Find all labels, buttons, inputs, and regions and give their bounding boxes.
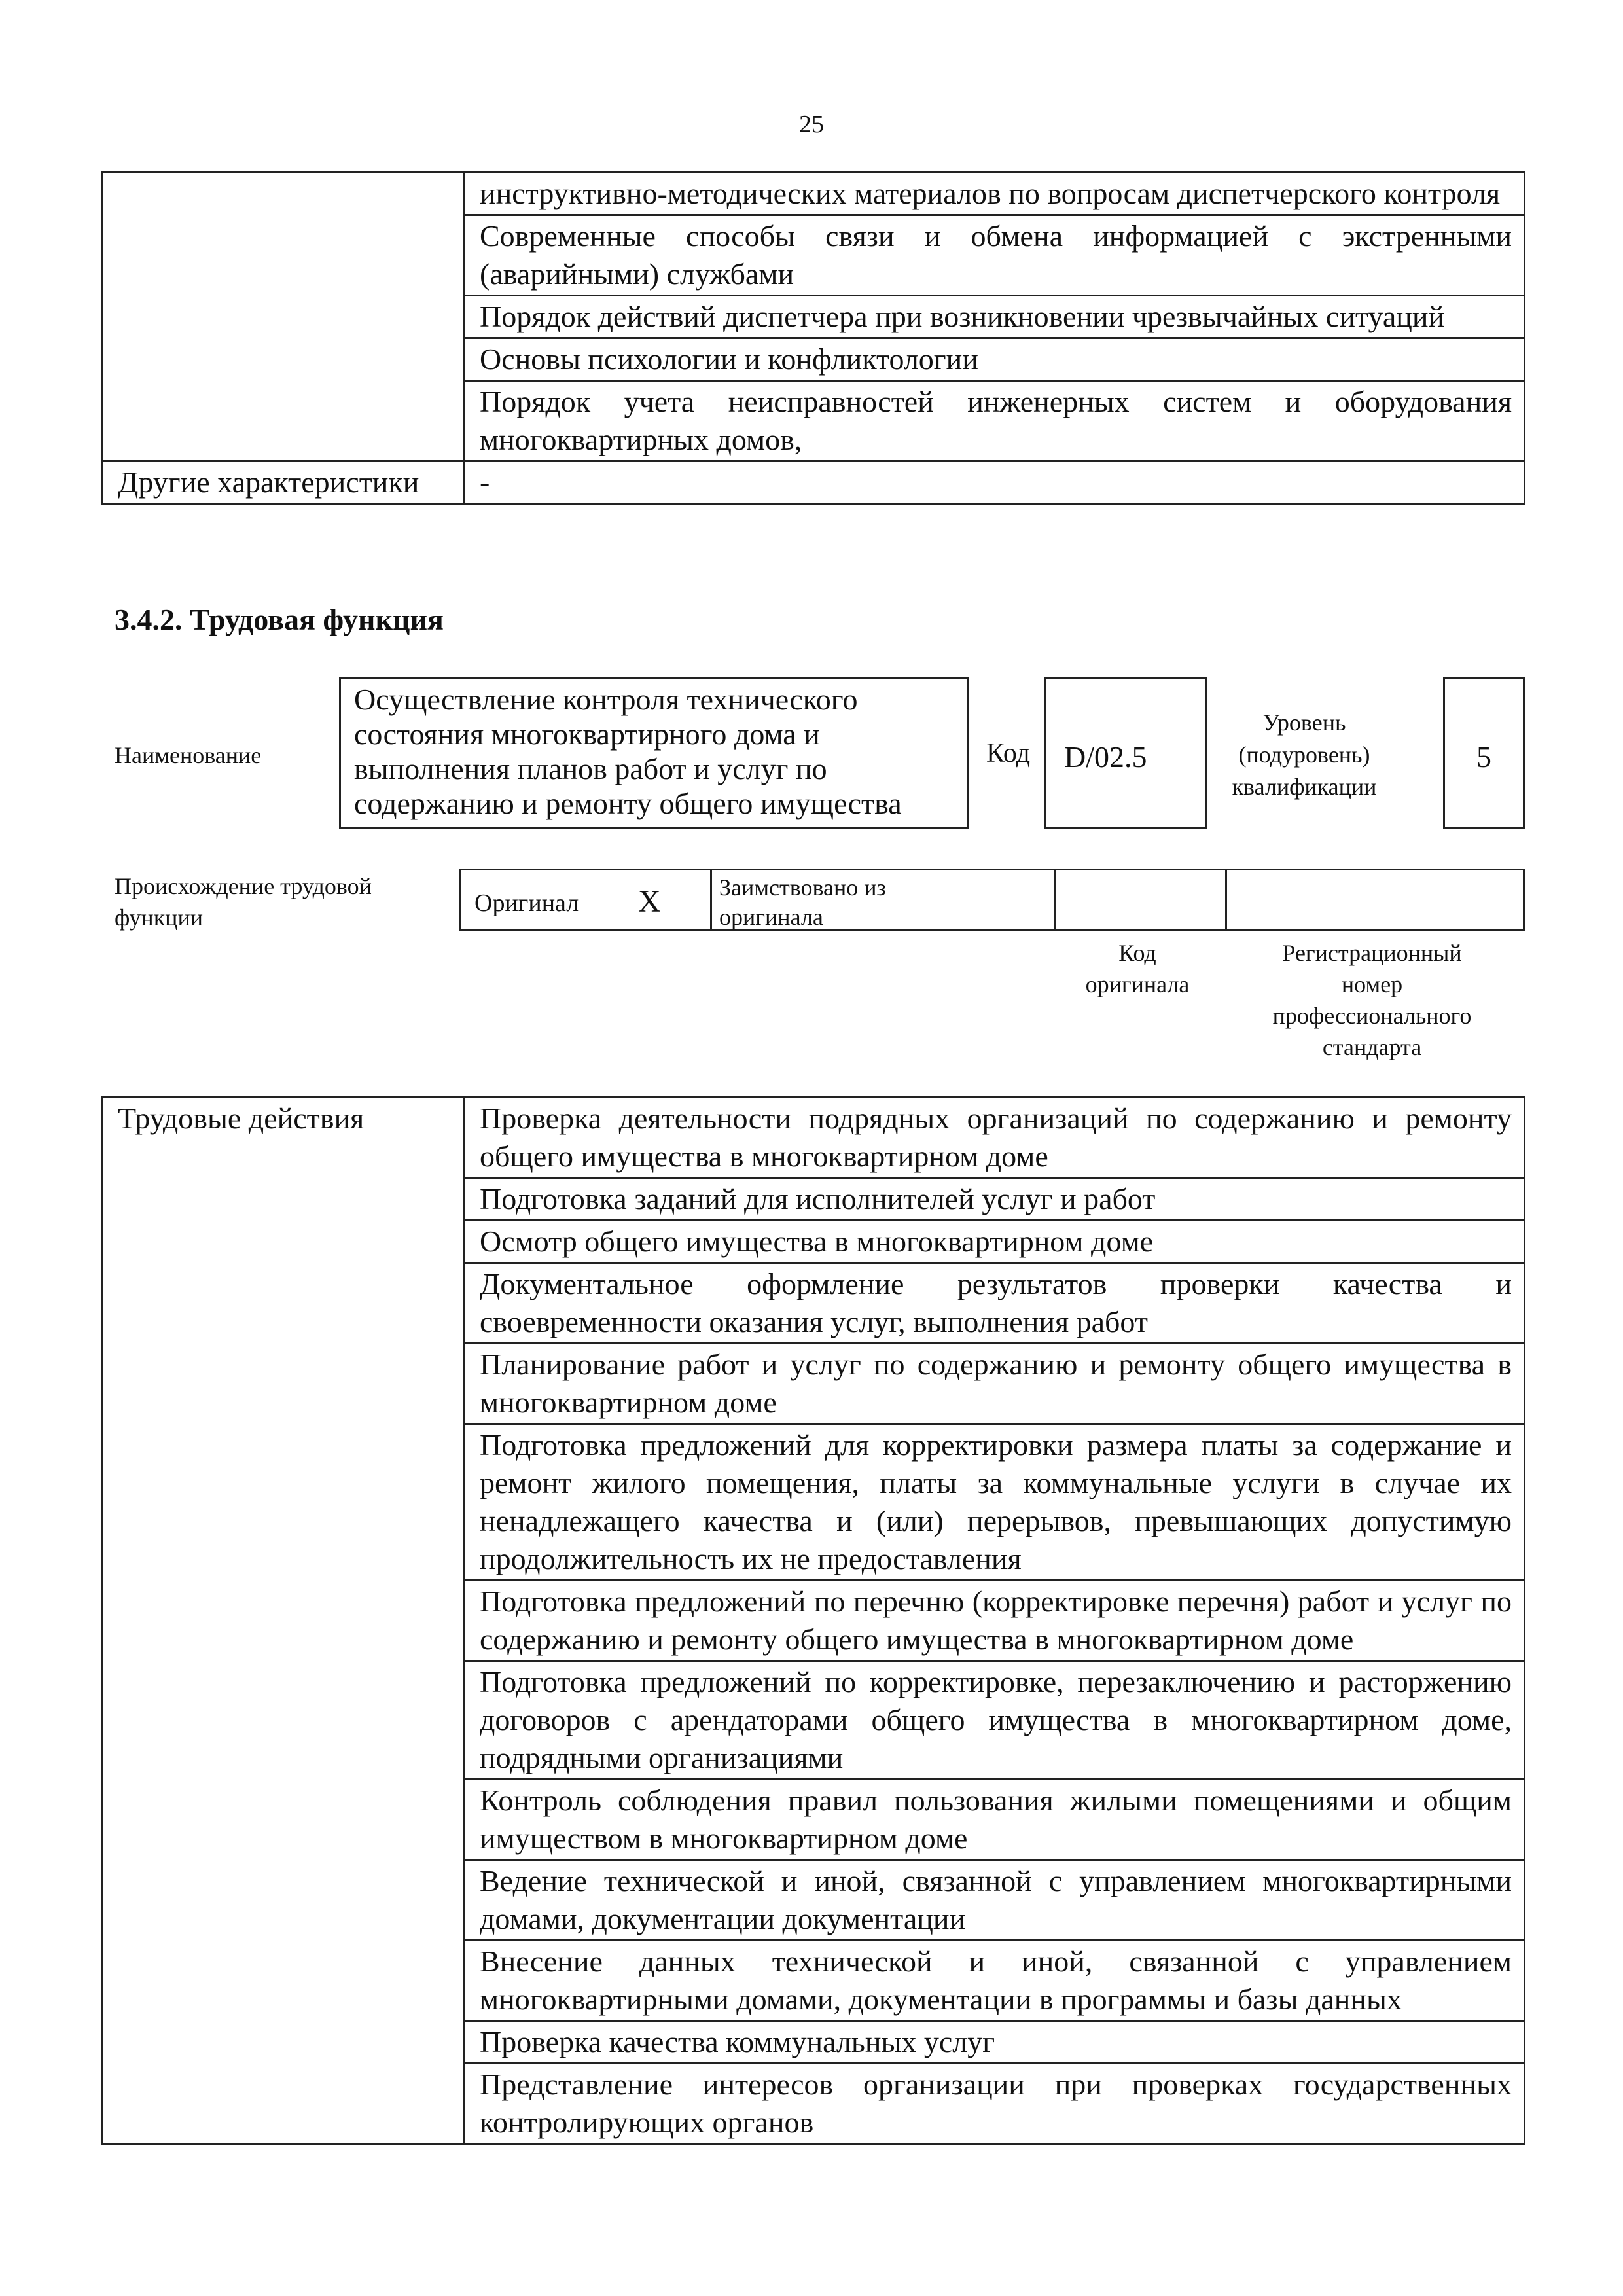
labor-action-item: Подготовка предложений по корректировке, перезаключению и расторжению договоров с арендаторами общего имущества в многоквартирном доме, подрядными организациями — [465, 1661, 1525, 1780]
labor-action-item: Внесение данных технической и иной, связанной с управлением многоквартирными домами, документации в программы и базы данных — [465, 1941, 1525, 2021]
registration-number-cell — [1225, 870, 1523, 929]
labor-actions-table — [101, 1096, 1525, 2145]
labor-action-item: Ведение технической и иной, связанной с управлением многоквартирными домами, документации документации — [465, 1860, 1525, 1941]
caption-line: номер — [1341, 971, 1403, 997]
knowledge-item: Современные способы связи и обмена информацией с экстренными (аварийными) службами — [465, 215, 1525, 296]
origin-row — [459, 869, 1525, 931]
borrowed-label-line: Заимствовано из — [719, 874, 886, 901]
labor-actions-label: Трудовые действия — [103, 1098, 465, 2144]
labor-action-item: Проверка деятельности подрядных организаций по содержанию и ремонту общего имущества в многоквартирном доме — [465, 1098, 1525, 1178]
function-code-box: D/02.5 — [1044, 677, 1207, 829]
original-mark: X — [638, 884, 661, 919]
labor-action-item: Планирование работ и услуг по содержанию и ремонту общего имущества в многоквартирном доме — [465, 1344, 1525, 1424]
page-number: 25 — [799, 111, 824, 138]
caption-line: Регистрационный — [1282, 940, 1462, 966]
borrowed-label — [719, 873, 886, 932]
code-label: Код — [986, 738, 1031, 768]
registration-number-caption — [1223, 937, 1521, 1063]
labor-action-item: Подготовка заданий для исполнителей услуг и работ — [465, 1178, 1525, 1221]
caption-line: Код — [1118, 940, 1156, 966]
caption-line: стандарта — [1322, 1034, 1422, 1060]
origin-label — [115, 870, 372, 933]
qualification-level-box: 5 — [1443, 677, 1525, 829]
original-cell — [461, 870, 712, 929]
labor-action-item: Подготовка предложений по перечню (корректировке перечня) работ и услуг по содержанию и ремонту общего имущества в многоквартирном доме — [465, 1581, 1525, 1661]
other-characteristics-label: Другие характеристики — [103, 461, 465, 504]
knowledge-item: инструктивно-методических материалов по вопросам диспетчерского контроля — [465, 173, 1525, 215]
knowledge-table — [101, 171, 1525, 505]
caption-line: оригинала — [1085, 971, 1190, 997]
knowledge-item: Основы психологии и конфликтологии — [465, 338, 1525, 381]
labor-action-item: Представление интересов организации при проверках государственных контролирующих органов — [465, 2064, 1525, 2144]
labor-action-item: Подготовка предложений для корректировки размера платы за содержание и ремонт жилого помещения, платы за коммунальные услуги в случае их ненадлежащего качества и (или) перерывов, превышающих допустимую продолжительность их не предоставления — [465, 1424, 1525, 1581]
name-label: Наименование — [115, 742, 262, 768]
knowledge-item: Порядок действий диспетчера при возникновении чрезвычайных ситуаций — [465, 296, 1525, 338]
level-label-line: Уровень — [1262, 709, 1346, 736]
labor-action-item: Проверка качества коммунальных услуг — [465, 2021, 1525, 2064]
labor-action-item: Осмотр общего имущества в многоквартирном доме — [465, 1221, 1525, 1263]
origin-label-line: функции — [115, 905, 203, 931]
qualification-level-label — [1216, 707, 1393, 803]
knowledge-item: Порядок учета неисправностей инженерных систем и оборудования многоквартирных домов, — [465, 381, 1525, 461]
caption-line: профессионального — [1272, 1003, 1472, 1029]
origin-label-line: Происхождение трудовой — [115, 873, 372, 899]
labor-action-item: Документальное оформление результатов проверки качества и своевременности оказания услуг, выполнения работ — [465, 1263, 1525, 1344]
original-code-cell — [1054, 870, 1227, 929]
level-label-line: квалификации — [1232, 774, 1377, 800]
labor-action-item: Контроль соблюдения правил пользования жилыми помещениями и общим имуществом в многоквартирном доме — [465, 1780, 1525, 1860]
original-label: Оригинал — [474, 889, 579, 917]
level-label-line: (подуровень) — [1238, 742, 1370, 768]
original-code-caption — [1052, 937, 1223, 1000]
knowledge-label-cell — [103, 173, 465, 461]
borrowed-label-line: оригинала — [719, 904, 823, 930]
other-characteristics-value: - — [465, 461, 1525, 504]
function-name-box: Осуществление контроля технического состояния многоквартирного дома и выполнения планов работ и услуг по содержанию и ремонту общего имущества — [339, 677, 969, 829]
borrowed-cell — [710, 870, 1056, 929]
section-title: 3.4.2. Трудовая функция — [115, 603, 444, 636]
